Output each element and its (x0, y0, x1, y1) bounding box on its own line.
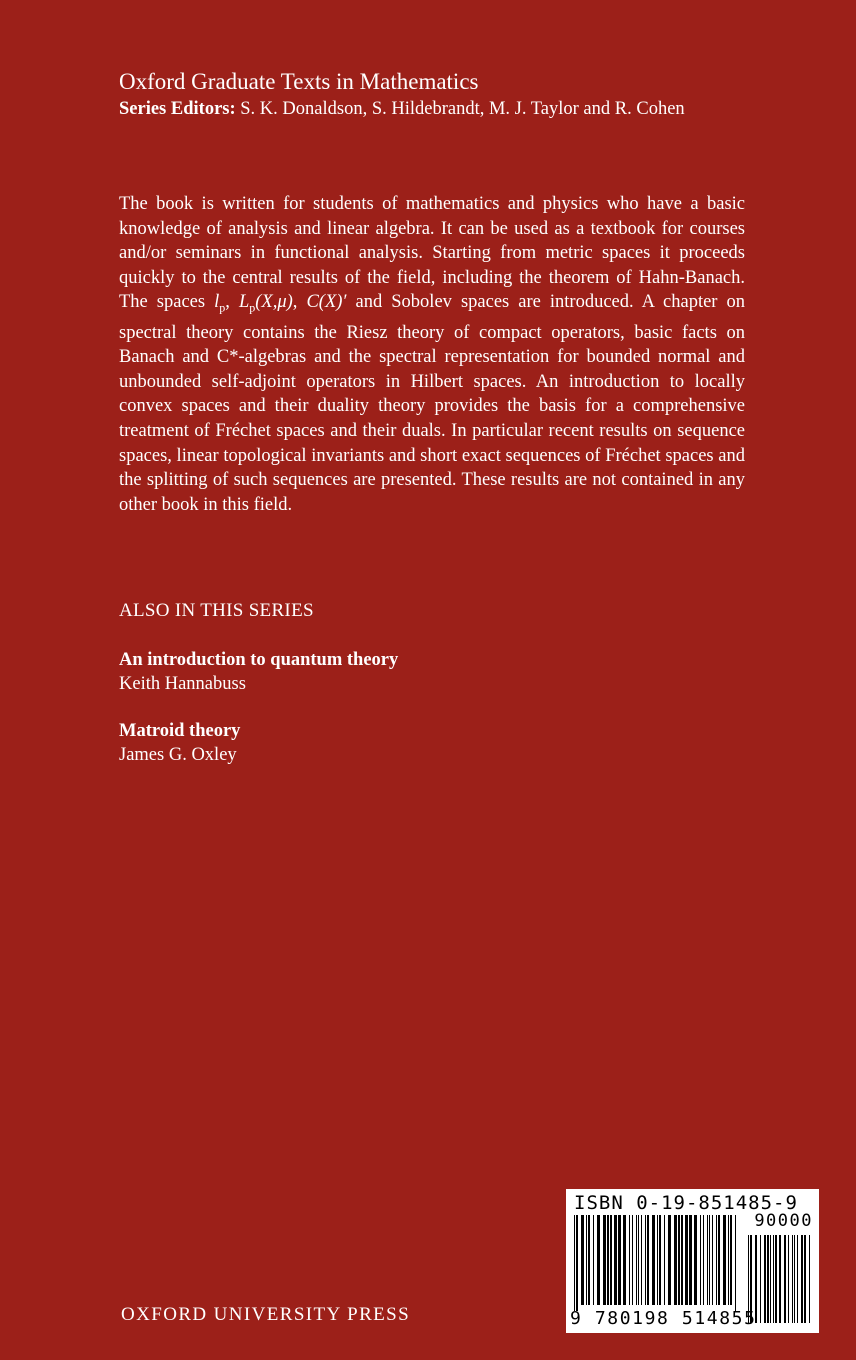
barcode-bar (603, 1215, 606, 1305)
barcode-bar (629, 1215, 630, 1305)
barcode-bar (641, 1215, 642, 1305)
blurb-part-1: The book is written for students of mathematics and physics who have a basic knowledge of analysis and linear algebra. It can be used as a textbook for courses and/or seminars in functional analysis. Starting from metric spaces it proceeds quickly to the central results of the field, including the theorem of Hahn-Banach. The spaces (119, 194, 745, 313)
barcode-bar (718, 1215, 720, 1305)
barcode-bar (694, 1215, 697, 1305)
series-editors-label: Series Editors: (119, 99, 236, 119)
barcode-bar (716, 1215, 717, 1305)
blurb-sep-2: , (292, 292, 307, 313)
barcode-bar (678, 1215, 680, 1305)
barcode-bar (593, 1215, 594, 1305)
cx-space: C(X)′ (306, 292, 347, 313)
series-book-author: Keith Hannabuss (119, 674, 246, 694)
barcode-bar (638, 1215, 639, 1305)
barcode-bar (685, 1215, 688, 1305)
blurb-sep-1: , (225, 292, 239, 313)
price-addon-code: 90000 (754, 1211, 813, 1231)
isbn-barcode (566, 1189, 819, 1333)
barcode-bar (674, 1215, 677, 1305)
barcode-bar (597, 1215, 600, 1305)
barcode-bar (728, 1215, 729, 1305)
barcode-bar (610, 1215, 612, 1305)
barcode-bar (632, 1215, 633, 1305)
barcode-bar (574, 1215, 575, 1311)
Lp-space-L: L (238, 292, 250, 313)
barcode-bar (581, 1215, 584, 1305)
barcode-bar (647, 1215, 649, 1305)
barcode-bar (735, 1215, 736, 1311)
series-book (119, 719, 719, 767)
barcode-bar (700, 1215, 701, 1305)
barcode-bar (607, 1215, 609, 1305)
publisher-name: OXFORD UNIVERSITY PRESS (121, 1304, 411, 1325)
also-in-series-heading: ALSO IN THIS SERIES (119, 600, 314, 621)
barcode-bar (668, 1215, 671, 1305)
isbn-number: ISBN 0-19-851485-9 (574, 1192, 798, 1214)
barcode-bar (703, 1215, 704, 1305)
barcode-bar (576, 1215, 578, 1311)
barcode-bar (623, 1215, 626, 1305)
barcode-bar (709, 1215, 710, 1305)
barcode-bar (730, 1215, 732, 1305)
book-description (119, 192, 745, 517)
ean-number: 9 780198 514855 (570, 1308, 757, 1329)
barcode-bar (645, 1215, 646, 1305)
series-book (119, 648, 719, 696)
series-editors-names: S. K. Donaldson, S. Hildebrandt, M. J. Taylor and R. Cohen (240, 99, 685, 119)
Lp-space-arg: (X,μ) (255, 292, 293, 313)
barcode-bar (614, 1215, 617, 1305)
barcode-bar (618, 1215, 621, 1305)
barcode-bar (707, 1215, 708, 1305)
lp-space-l: l (214, 292, 220, 313)
barcode-bar (712, 1215, 713, 1305)
barcode-bar (689, 1215, 692, 1305)
barcode-bar (588, 1215, 590, 1305)
barcode-bar (657, 1215, 658, 1305)
Lp-space-sub: p (249, 301, 256, 316)
series-book-title: Matroid theory (119, 721, 241, 741)
barcode-bar (659, 1215, 661, 1305)
lp-space-sub: p (219, 301, 226, 316)
series-editors (119, 97, 745, 122)
barcode-bar (652, 1215, 655, 1305)
series-book-title: An introduction to quantum theory (119, 650, 399, 670)
blurb-part-2: and Sobolev spaces are introduced. A chapter on spectral theory contains the Riesz theory of compact operators, basic facts on Banach and C*-algebras and the spectral representation for bounded normal and unbounded self-adjoint operators in Hilbert spaces. An introduction to locally convex spaces and their duality theory provides the basis for a comprehensive treatment of Fréchet spaces and their duals. In particular recent results on sequence spaces, linear topological invariants and short exact sequences of Fréchet spaces and the splitting of such sequences are presented. These results are not contained in any other book in this field. (119, 292, 745, 515)
barcode-bar (636, 1215, 637, 1305)
barcode-bar (723, 1215, 726, 1305)
series-title: Oxford Graduate Texts in Mathematics (119, 69, 479, 94)
barcode-bar (681, 1215, 683, 1305)
barcode-bar (586, 1215, 587, 1305)
barcode-bar (664, 1215, 665, 1305)
series-book-author: James G. Oxley (119, 745, 237, 765)
